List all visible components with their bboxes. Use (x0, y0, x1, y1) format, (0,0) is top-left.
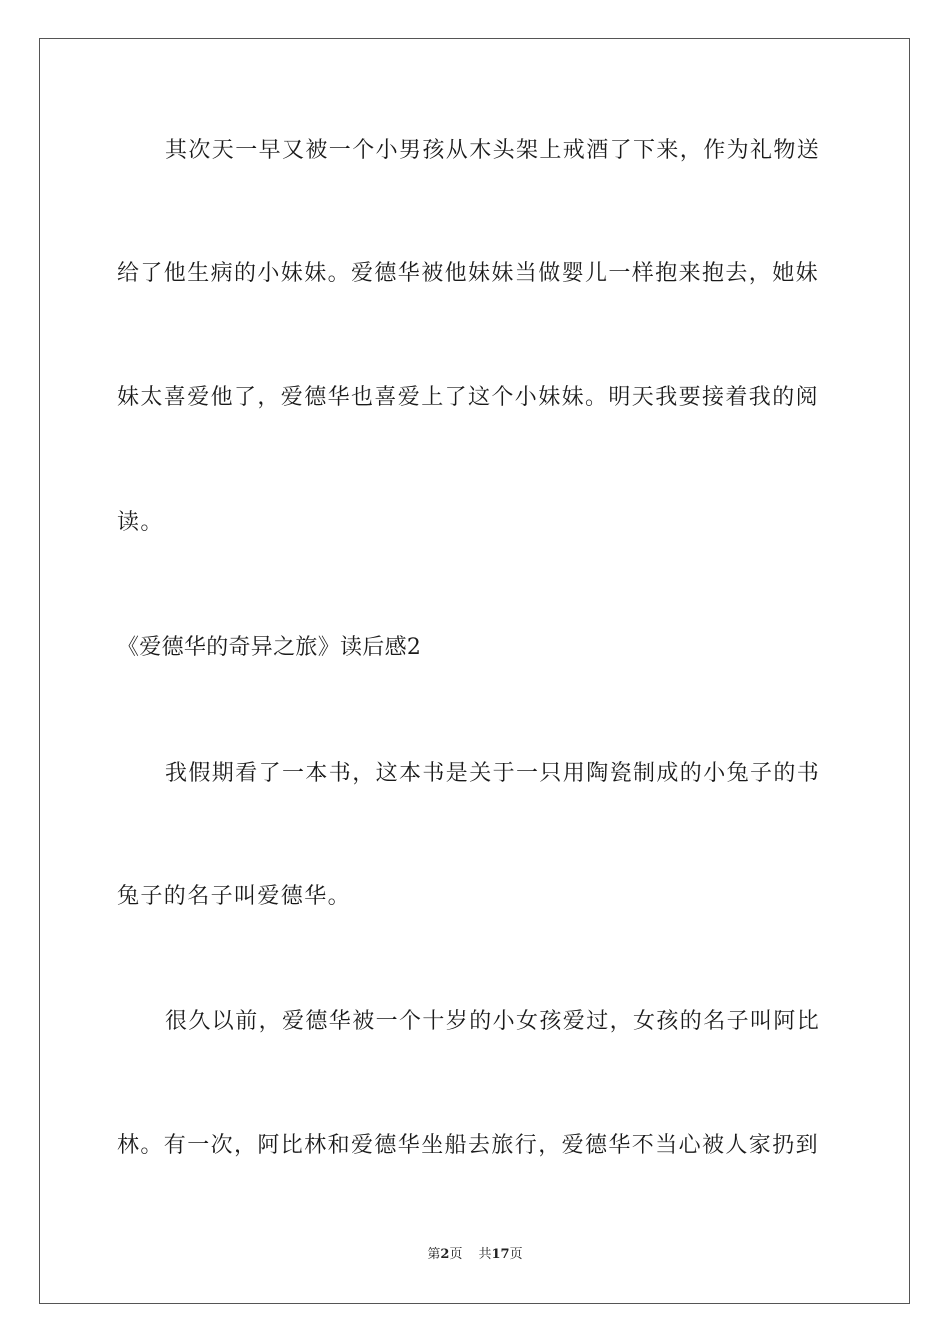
paragraph-line-5: 我假期看了一本书，这本书是关于一只用陶瓷制成的小兔子的书 (165, 761, 821, 786)
section-title: 《爱德华的奇异之旅》读后感2 (117, 635, 422, 660)
paragraph-line-2: 给了他生病的小妹妹。爱德华被他妹妹当做婴儿一样抱来抱去，她妹 (117, 261, 820, 286)
paragraph-line-7: 很久以前，爱德华被一个十岁的小女孩爱过，女孩的名子叫阿比 (165, 1009, 821, 1034)
page-border (39, 38, 910, 1304)
page-number: 2 (440, 1247, 450, 1262)
total-pages: 17 (491, 1247, 510, 1262)
paragraph-line-3: 妹太喜爱他了，爱德华也喜爱上了这个小妹妹。明天我要接着我的阅 (117, 385, 820, 410)
page-prefix: 第 (427, 1247, 441, 1262)
paragraph-line-1: 其次天一早又被一个小男孩从木头架上戒酒了下来，作为礼物送 (165, 138, 821, 163)
paragraph-line-6: 兔子的名子叫爱德华。 (117, 884, 352, 909)
paragraph-line-4: 读。 (117, 510, 164, 535)
total-prefix: 共 (478, 1247, 492, 1262)
page-suffix: 页 (449, 1247, 463, 1262)
total-suffix: 页 (509, 1247, 523, 1262)
paragraph-line-8: 林。有一次，阿比林和爱德华坐船去旅行，爱德华不当心被人家扔到 (117, 1133, 820, 1158)
page-footer (0, 1246, 950, 1264)
